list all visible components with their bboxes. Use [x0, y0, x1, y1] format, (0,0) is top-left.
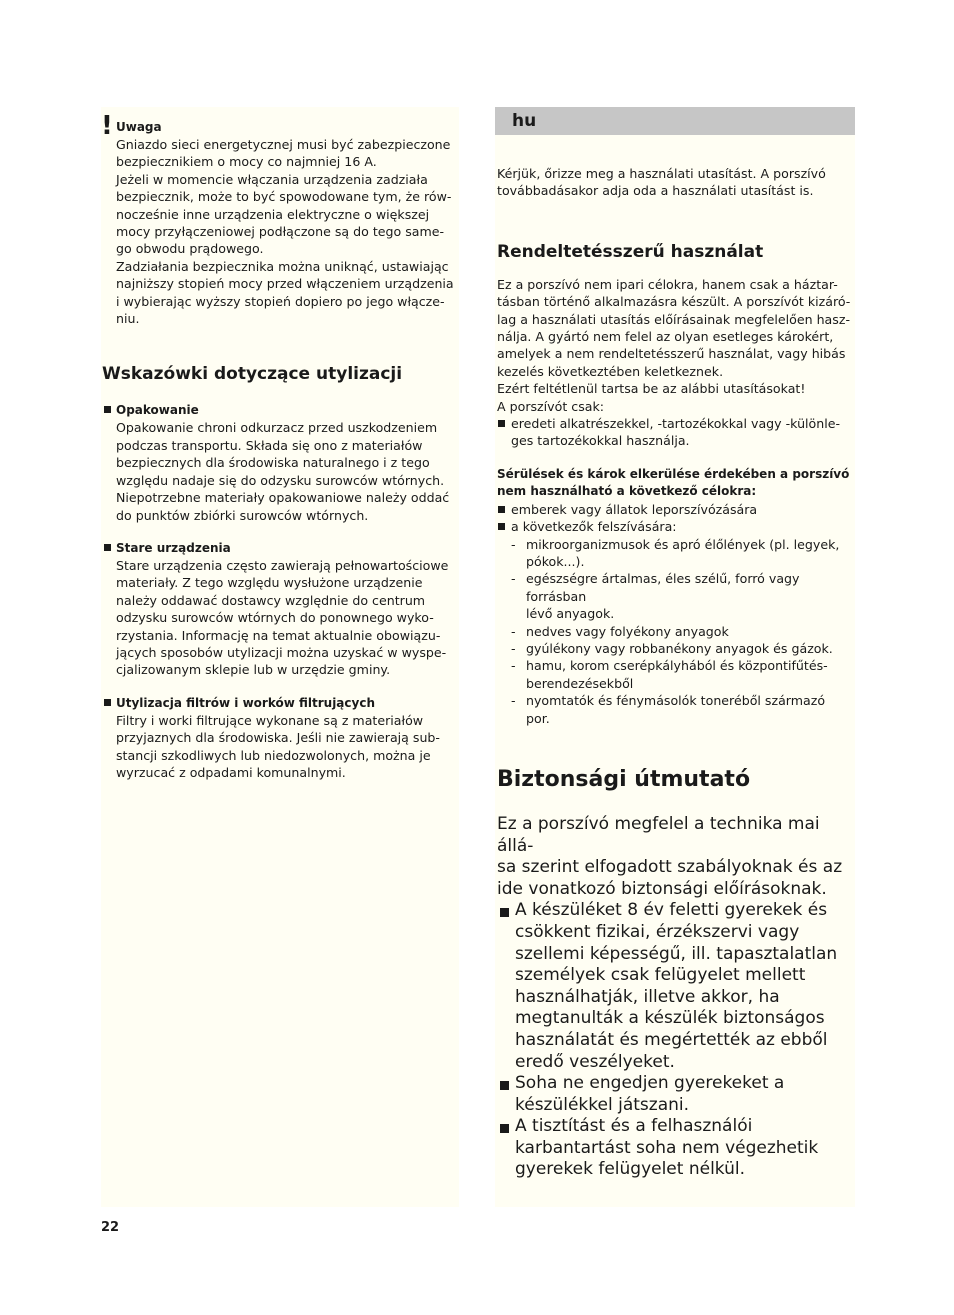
square-bullet-icon	[104, 406, 111, 413]
exclamation-icon: !	[101, 111, 113, 141]
list-item: - gyúlékony vagy robbanékony anyagok és gázok.	[511, 640, 833, 656]
square-bullet-icon	[498, 506, 505, 513]
section-packaging	[116, 402, 459, 523]
damage-dash-list	[497, 536, 853, 727]
section-title: Opakowanie	[116, 403, 199, 418]
list-item: - egészségre ártalmas, éles szélű, forró vagy forrásban lévő anyagok.	[511, 571, 800, 622]
damage-bullets	[497, 501, 853, 536]
list-item: A tisztítást és a felhasználói karbantartást soha nem végezhetik gyerekek felügyelet nélkül.	[497, 1116, 853, 1181]
dash-bullet-icon: -	[511, 693, 516, 709]
intro-text: Kérjük, őrizze meg a használati utasítást. A porszívó továbbadásakor adja oda a használati utasítást is.	[497, 166, 826, 199]
list-item: Soha ne engedjen gyerekeket a készülékkel játszani.	[497, 1073, 853, 1116]
list-item: - nyomtatók és fénymásolók toneréből származó por.	[511, 693, 826, 726]
list-item: A készüléket 8 év feletti gyerekek és csökkent fizikai, érzékszervi vagy szellemi képességű, ill. tapasztalatlan személyek csak felügyelet mellett használhatják, illetve akkor, ha megtanulták a készülék biztonságos használatát és megértették az ebből eredő veszélyeket.	[497, 900, 853, 1073]
list-item: eredeti alkatrészekkel, -tartozékokkal vagy -különle- ges tartozékokkal használja.	[497, 415, 853, 450]
damage-title: Sérülések és károk elkerülése érdekében a porszívó nem használható a következő célokra:	[497, 466, 850, 499]
square-bullet-icon	[498, 523, 505, 530]
section-text: Stare urządzenia często zawierają pełnowartościowe materiały. Z tego względu wysłużone urządzenie należy oddawać dostawcy względnie do centrum odzysku surowców wtórnych do ponownego wyko- rzystania. Informację na temat aktualnie obowiązu- jących sposobów utylizacji można uzyskać w wyspe- cjalizowanym sklepie lub w urzędzie gminy.	[116, 557, 449, 678]
section-old-devices	[116, 540, 459, 679]
language-bar	[495, 107, 855, 135]
warning-block	[101, 111, 459, 327]
square-bullet-icon	[500, 908, 509, 917]
section-text: Filtry i worki filtrujące wykonane są z materiałów przyjaznych dla środowiska. Jeśli nie zawierają sub- stancji szkodliwych lub niedozwolonych, można je wyrzucać z odpadami komunalnymi.	[116, 712, 440, 780]
dash-bullet-icon: -	[511, 640, 516, 656]
intended-use-heading: Rendeltetésszerű használat	[497, 241, 764, 262]
left-column	[101, 107, 459, 1207]
square-bullet-icon	[104, 699, 111, 706]
warning-text: Gniazdo sieci energetycznej musi być zabezpieczone bezpiecznikiem o mocy co najmniej 16 A. Jeżeli w momencie włączania urządzenia zadziała bezpiecznik, może to być spowodowane tym, że rów- nocześnie inne urządzenia elektryczne o większej mocy przyłączeniowej podłączone są do tego same- go obwodu prądowego. Zadziałania bezpiecznika można uniknąć, ustawiając najniższy stopień mocy przed włączeniem urządzenia i wybierając wyższy stopień dopiero po jego włącze- niu.	[116, 137, 454, 327]
list-item: a következők felszívására:	[497, 518, 853, 535]
square-bullet-icon	[104, 544, 111, 551]
safety-heading: Biztonsági útmutató	[497, 766, 751, 792]
section-title: Utylizacja filtrów i worków filtrujących	[116, 695, 375, 710]
section-text: Opakowanie chroni odkurzacz przed uszkodzeniem podczas transportu. Składa się ono z materiałów bezpiecznych dla środowiska naturalnego i z tego względu nadaje się do odzysku surowców wtórnych. Niepotrzebne materiały opakowaniowe należy oddać do punktów zbiórki surowców wtórnych.	[116, 420, 450, 523]
dash-bullet-icon: -	[511, 623, 516, 639]
disposal-heading: Wskazówki dotyczące utylizacji	[102, 364, 403, 385]
intended-use-text: Ez a porszívó nem ipari célokra, hanem csak a háztar- tásban történő alkalmazásra készült. A porszívót kizáró- lag a használati utasítás előírásainak megfelelően hasz- nálja. A gyártó nem felel az olyan esetleges károkért, amelyek a nem rendeltetésszerű használat, vagy hibás kezelés következtében keletkeznek. Ezért feltétlenül tartsa be az alábbi utasításokat! A porszívót csak:	[497, 276, 851, 414]
language-label: hu	[512, 111, 537, 131]
list-item: - hamu, korom cserépkályhából és központifűtés- berendezésekből	[511, 658, 828, 691]
safety-intro: Ez a porszívó megfelel a technika mai állá- sa szerint elfogadott szabályoknak és az ide vonatkozó biztonsági előírásoknak.	[497, 813, 843, 899]
use-bullets	[497, 415, 853, 450]
dash-bullet-icon: -	[511, 536, 516, 552]
section-filters	[116, 695, 459, 782]
list-item: - mikroorganizmusok és apró élőlények (pl. legyek, pókok...).	[511, 536, 840, 569]
warning-title: Uwaga	[116, 120, 162, 134]
safety-bullets	[497, 900, 853, 1181]
right-column	[495, 107, 855, 1207]
dash-bullet-icon: -	[511, 658, 516, 674]
section-title: Stare urządzenia	[116, 540, 231, 555]
square-bullet-icon	[500, 1081, 509, 1090]
list-item: - nedves vagy folyékony anyagok	[511, 623, 729, 639]
square-bullet-icon	[498, 420, 505, 427]
dash-bullet-icon: -	[511, 571, 516, 587]
square-bullet-icon	[500, 1124, 509, 1133]
page-number: 22	[101, 1220, 120, 1235]
list-item: emberek vagy állatok leporszívózására	[497, 501, 853, 518]
